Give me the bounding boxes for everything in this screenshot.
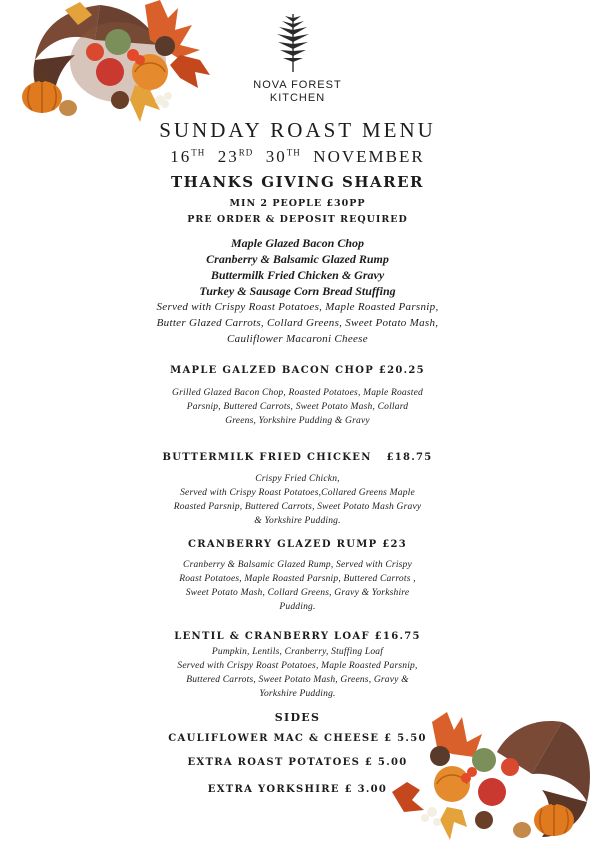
description-line: Served with Crispy Roast Potatoes, Maple Roasted Parsnip, — [177, 661, 418, 671]
description-line: & Yorkshire Pudding. — [254, 516, 341, 526]
description-line: Roasted Parsnip, Buttered Carrots, Sweet Potato Mash Gravy — [173, 502, 422, 512]
dish-heading — [0, 452, 595, 463]
sharer-min-people: MIN 2 PEOPLE £30PP — [229, 198, 366, 209]
dish-heading — [0, 539, 595, 550]
dish-name: MAPLE GALZED BACON CHOP — [170, 365, 375, 376]
description-line: Cranberry & Balsamic Glazed Rump, Served with Crispy — [183, 560, 412, 570]
brand-name — [0, 79, 595, 105]
menu-title: SUNDAY ROAST MENU — [159, 118, 436, 142]
dish-heading — [0, 365, 595, 376]
date-3: 30TH — [265, 147, 301, 166]
cornucopia-bottom-right-icon — [392, 712, 595, 842]
served-line: Served with Crispy Roast Potatoes, Maple Roasted Parsnip, — [156, 301, 439, 313]
menu-dates — [0, 147, 595, 167]
sharer-item: Buttermilk Fried Chicken & Gravy — [210, 268, 385, 282]
description-line: Buttered Carrots, Sweet Potato Mash, Greens, Gravy & — [186, 675, 409, 685]
served-line: Cauliflower Macaroni Cheese — [227, 333, 368, 345]
dish-description — [0, 386, 595, 428]
date-2: 23RD — [217, 147, 254, 166]
sharer-note: PRE ORDER & DEPOSIT REQUIRED — [187, 214, 408, 225]
sides-heading: SIDES — [274, 711, 321, 724]
dish-price: £23 — [382, 539, 408, 550]
dish-price: £16.75 — [374, 631, 421, 642]
description-line: Greens, Yorkshire Pudding & Gravy — [225, 416, 370, 426]
description-line: Pudding. — [279, 602, 316, 612]
description-line: Pumpkin, Lentils, Cranberry, Stuffing Loaf — [211, 647, 384, 657]
side-item: EXTRA YORKSHIRE £ 3.00 — [207, 784, 388, 795]
description-line: Yorkshire Pudding. — [259, 689, 336, 699]
dish-description — [0, 558, 595, 614]
description-line: Parsnip, Buttered Carrots, Sweet Potato Mash, Collard — [186, 402, 409, 412]
brand-line-1: NOVA FOREST — [253, 79, 342, 91]
description-line: Served with Crispy Roast Potatoes,Collared Greens Maple — [180, 488, 415, 498]
dish-description — [0, 472, 595, 528]
sharer-item: Maple Glazed Bacon Chop — [230, 236, 364, 250]
brand-line-2: KITCHEN — [269, 92, 326, 104]
served-line: Butter Glazed Carrots, Collard Greens, Sweet Potato Mash, — [156, 317, 439, 329]
dish-name: CRANBERRY GLAZED RUMP — [187, 539, 378, 550]
dish-price: £18.75 — [386, 452, 433, 463]
sharer-title: THANKS GIVING SHARER — [170, 173, 424, 191]
side-item: EXTRA ROAST POTATOES £ 5.00 — [187, 757, 408, 768]
month: NOVEMBER — [313, 147, 425, 166]
side-item: CAULIFLOWER MAC & CHEESE £ 5.50 — [168, 733, 427, 744]
dish-description — [0, 645, 595, 701]
dish-name: BUTTERMILK FRIED CHICKEN — [162, 452, 372, 463]
fern-leaf-icon — [265, 10, 321, 74]
sharer-item: Turkey & Sausage Corn Bread Stuffing — [199, 284, 396, 298]
description-line: Grilled Glazed Bacon Chop, Roasted Potatoes, Maple Roasted — [172, 388, 423, 398]
dish-price: £20.25 — [378, 365, 425, 376]
dish-name: LENTIL & CRANBERRY LOAF — [174, 631, 370, 642]
cornucopia-top-left-icon — [0, 0, 215, 125]
description-line: Crispy Fried Chickn, — [255, 474, 340, 484]
description-line: Sweet Potato Mash, Collard Greens, Gravy & Yorkshire — [185, 588, 410, 598]
date-1: 16TH — [170, 147, 206, 166]
sharer-served-with — [0, 299, 595, 347]
sharer-items — [0, 235, 595, 299]
description-line: Roast Potatoes, Maple Roasted Parsnip, Buttered Carrots , — [179, 574, 416, 584]
dish-heading — [0, 631, 595, 642]
sharer-item: Cranberry & Balsamic Glazed Rump — [206, 252, 389, 266]
